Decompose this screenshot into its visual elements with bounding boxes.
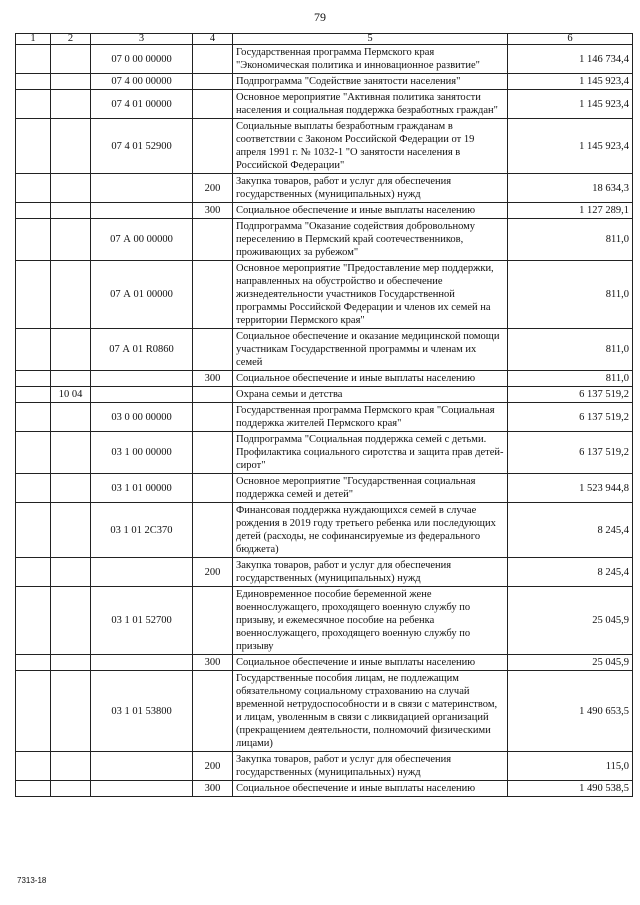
subsection-cell [51, 558, 91, 587]
section-cell [16, 219, 51, 261]
description-cell: Основное мероприятие "Предоставление мер поддержки, направленных на обустройство и обеспечение жизнедеятельности участников Государственной программы Российской Федерации и членов их семей на территории Пермского края" [233, 261, 508, 329]
description-cell: Охрана семьи и детства [233, 387, 508, 403]
section-cell [16, 558, 51, 587]
amount-cell: 6 137 519,2 [508, 432, 633, 474]
table-row [16, 203, 633, 219]
target-article-cell: 07 4 01 00000 [91, 90, 193, 119]
subsection-cell [51, 371, 91, 387]
subsection-cell [51, 203, 91, 219]
description-cell: Государственная программа Пермского края "Социальная поддержка жителей Пермского края" [233, 403, 508, 432]
section-cell [16, 371, 51, 387]
table-row [16, 90, 633, 119]
subsection-cell [51, 45, 91, 74]
target-article-cell: 07 А 01 R0860 [91, 329, 193, 371]
subsection-cell [51, 74, 91, 90]
amount-cell: 1 490 653,5 [508, 671, 633, 752]
table-row [16, 752, 633, 781]
description-cell: Подпрограмма "Социальная поддержка семей с детьми. Профилактика социального сиротства и защита прав детей-сирот" [233, 432, 508, 474]
description-cell: Единовременное пособие беременной жене военнослужащего, проходящего военную службу по призыву, и ежемесячное пособие на ребенка военнослужащего, проходящего военную службу по призыву [233, 587, 508, 655]
description-cell: Финансовая поддержка нуждающихся семей в случае рождения в 2019 году третьего ребенка или последующих детей (расходы, не софинансируемые из федерального бюджета) [233, 503, 508, 558]
table-row [16, 781, 633, 797]
target-article-cell: 07 4 00 00000 [91, 74, 193, 90]
description-cell: Социальное обеспечение и иные выплаты населению [233, 371, 508, 387]
subsection-cell [51, 403, 91, 432]
target-article-cell [91, 752, 193, 781]
description-cell: Закупка товаров, работ и услуг для обеспечения государственных (муниципальных) нужд [233, 558, 508, 587]
target-article-cell [91, 387, 193, 403]
section-cell [16, 119, 51, 174]
target-article-cell: 07 А 01 00000 [91, 261, 193, 329]
amount-cell: 25 045,9 [508, 587, 633, 655]
amount-cell: 1 145 923,4 [508, 74, 633, 90]
target-article-cell [91, 781, 193, 797]
table-row [16, 119, 633, 174]
expense-type-cell [193, 474, 233, 503]
description-cell: Социальное обеспечение и оказание медицинской помощи участникам Государственной программы и членам их семей [233, 329, 508, 371]
amount-cell: 811,0 [508, 329, 633, 371]
target-article-cell [91, 655, 193, 671]
table-row [16, 558, 633, 587]
expense-type-cell [193, 403, 233, 432]
subsection-cell: 10 04 [51, 387, 91, 403]
subsection-cell [51, 219, 91, 261]
section-cell [16, 174, 51, 203]
section-cell [16, 403, 51, 432]
amount-cell: 25 045,9 [508, 655, 633, 671]
description-cell: Государственные пособия лицам, не подлежащим обязательному социальному страхованию на случай временной нетрудоспособности и в связи с материнством, и лицам, уволенным в связи с ликвидацией организаций (прекращением деятельности, полномочий физическими лицами) [233, 671, 508, 752]
section-cell [16, 329, 51, 371]
expense-type-cell [193, 74, 233, 90]
target-article-cell: 03 1 01 53800 [91, 671, 193, 752]
column-header: 4 [193, 34, 233, 45]
subsection-cell [51, 261, 91, 329]
expense-type-cell [193, 45, 233, 74]
amount-cell: 811,0 [508, 261, 633, 329]
subsection-cell [51, 655, 91, 671]
amount-cell: 115,0 [508, 752, 633, 781]
target-article-cell: 03 0 00 00000 [91, 403, 193, 432]
table-row [16, 329, 633, 371]
expense-type-cell [193, 261, 233, 329]
description-cell: Государственная программа Пермского края "Экономическая политика и инновационное развитие" [233, 45, 508, 74]
section-cell [16, 432, 51, 474]
amount-cell: 1 523 944,8 [508, 474, 633, 503]
target-article-cell: 07 А 00 00000 [91, 219, 193, 261]
amount-cell: 1 127 289,1 [508, 203, 633, 219]
section-cell [16, 752, 51, 781]
subsection-cell [51, 90, 91, 119]
expense-type-cell: 300 [193, 781, 233, 797]
section-cell [16, 74, 51, 90]
description-cell: Подпрограмма "Оказание содействия добровольному переселению в Пермский край соотечественников, проживающих за рубежом" [233, 219, 508, 261]
section-cell [16, 45, 51, 74]
subsection-cell [51, 432, 91, 474]
target-article-cell [91, 174, 193, 203]
table-row [16, 503, 633, 558]
expense-type-cell: 200 [193, 558, 233, 587]
column-header: 3 [91, 34, 193, 45]
expense-type-cell [193, 387, 233, 403]
section-cell [16, 387, 51, 403]
section-cell [16, 203, 51, 219]
table-row [16, 432, 633, 474]
description-cell: Социальное обеспечение и иные выплаты населению [233, 203, 508, 219]
subsection-cell [51, 503, 91, 558]
amount-cell: 1 490 538,5 [508, 781, 633, 797]
amount-cell: 8 245,4 [508, 503, 633, 558]
target-article-cell [91, 203, 193, 219]
expense-type-cell [193, 90, 233, 119]
amount-cell: 811,0 [508, 219, 633, 261]
target-article-cell [91, 371, 193, 387]
expense-type-cell [193, 671, 233, 752]
section-cell [16, 781, 51, 797]
column-header: 2 [51, 34, 91, 45]
target-article-cell: 03 1 00 00000 [91, 432, 193, 474]
target-article-cell: 03 1 01 00000 [91, 474, 193, 503]
subsection-cell [51, 671, 91, 752]
expense-type-cell [193, 503, 233, 558]
table-row [16, 45, 633, 74]
table-row [16, 371, 633, 387]
budget-table [15, 33, 633, 797]
expense-type-cell: 300 [193, 655, 233, 671]
page-number: 79 [314, 10, 326, 24]
table-row [16, 74, 633, 90]
table-header-row [16, 34, 633, 45]
description-cell: Социальные выплаты безработным гражданам в соответствии с Законом Российской Федерации от 19 апреля 1991 г. № 1032-1 "О занятости населения в Российской Федерации" [233, 119, 508, 174]
subsection-cell [51, 329, 91, 371]
subsection-cell [51, 119, 91, 174]
subsection-cell [51, 752, 91, 781]
description-cell: Основное мероприятие "Активная политика занятости населения и социальная поддержка безработных граждан" [233, 90, 508, 119]
description-cell: Социальное обеспечение и иные выплаты населению [233, 655, 508, 671]
column-header: 6 [508, 34, 633, 45]
target-article-cell [91, 558, 193, 587]
target-article-cell: 07 0 00 00000 [91, 45, 193, 74]
expense-type-cell [193, 219, 233, 261]
target-article-cell: 03 1 01 52700 [91, 587, 193, 655]
subsection-cell [51, 474, 91, 503]
column-header: 1 [16, 34, 51, 45]
expense-type-cell [193, 119, 233, 174]
target-article-cell: 03 1 01 2С370 [91, 503, 193, 558]
amount-cell: 1 146 734,4 [508, 45, 633, 74]
amount-cell: 6 137 519,2 [508, 403, 633, 432]
description-cell: Социальное обеспечение и иные выплаты населению [233, 781, 508, 797]
section-cell [16, 503, 51, 558]
description-cell: Подпрограмма "Содействие занятости населения" [233, 74, 508, 90]
amount-cell: 6 137 519,2 [508, 387, 633, 403]
amount-cell: 811,0 [508, 371, 633, 387]
section-cell [16, 474, 51, 503]
table-row [16, 387, 633, 403]
expense-type-cell [193, 432, 233, 474]
subsection-cell [51, 781, 91, 797]
table-row [16, 655, 633, 671]
expense-type-cell: 300 [193, 203, 233, 219]
expense-type-cell: 200 [193, 752, 233, 781]
section-cell [16, 90, 51, 119]
table-row [16, 474, 633, 503]
table-row [16, 671, 633, 752]
table-row [16, 261, 633, 329]
amount-cell: 1 145 923,4 [508, 90, 633, 119]
section-cell [16, 587, 51, 655]
expense-type-cell [193, 329, 233, 371]
table-row [16, 219, 633, 261]
description-cell: Закупка товаров, работ и услуг для обеспечения государственных (муниципальных) нужд [233, 174, 508, 203]
amount-cell: 18 634,3 [508, 174, 633, 203]
table-row [16, 174, 633, 203]
description-cell: Основное мероприятие "Государственная социальная поддержка семей и детей" [233, 474, 508, 503]
subsection-cell [51, 174, 91, 203]
expense-type-cell [193, 587, 233, 655]
table-row [16, 403, 633, 432]
section-cell [16, 671, 51, 752]
amount-cell: 1 145 923,4 [508, 119, 633, 174]
expense-type-cell: 200 [193, 174, 233, 203]
target-article-cell: 07 4 01 52900 [91, 119, 193, 174]
amount-cell: 8 245,4 [508, 558, 633, 587]
description-cell: Закупка товаров, работ и услуг для обеспечения государственных (муниципальных) нужд [233, 752, 508, 781]
subsection-cell [51, 587, 91, 655]
table-row [16, 587, 633, 655]
footer-document-code: 7313-18 [17, 876, 47, 885]
section-cell [16, 261, 51, 329]
expense-type-cell: 300 [193, 371, 233, 387]
column-header: 5 [233, 34, 508, 45]
section-cell [16, 655, 51, 671]
